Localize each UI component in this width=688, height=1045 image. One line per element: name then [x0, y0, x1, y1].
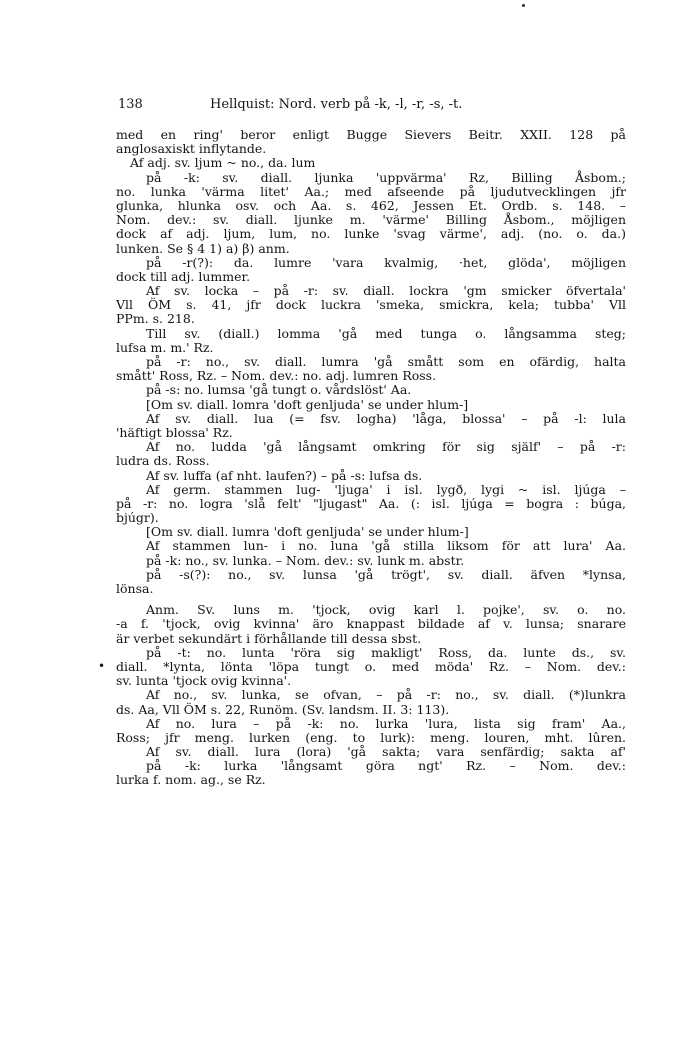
text-line: Af sv. luffa (af nht. laufen?) – på -s: lufsa ds.	[146, 467, 423, 483]
text-line: Af no. ludda 'gå långsamt omkring för sig själf' – på -r:	[146, 439, 626, 455]
text-line: Af sv. locka – på -r: sv. diall. lockra 'gm smicker öfvertala'	[146, 283, 626, 299]
text-line: glunka, hlunka osv. och Aa. s. 462, Jessen Et. Ordb. s. 148. –	[116, 197, 626, 213]
text-line: Nom. dev.: sv. diall. ljunke m. 'värme' Billing Åsbom., möjligen	[116, 212, 626, 228]
text-line: Af sv. diall. lura (lora) 'gå sakta; vara senfärdig; sakta af'	[146, 744, 626, 760]
text-line: Af sv. diall. lua (= fsv. logha) 'låga, blossa' – på -l: lula	[146, 410, 626, 426]
text-line: på -k: no., sv. lunka. – Nom. dev.: sv. lunk m. abstr.	[146, 552, 465, 568]
text-line: Af no. lura – på -k: no. lurka 'lura, lista sig fram' Aa.,	[146, 715, 626, 731]
text-line: på -k: sv. diall. ljunka 'uppvärma' Rz, Billing Åsbom.;	[146, 169, 626, 185]
text-line: [Om sv. diall. lumra 'doft genljuda' se under hlum-]	[146, 524, 469, 540]
text-line: på -s: no. lumsa 'gå tungt o. vårdslöst' Aa.	[146, 382, 412, 398]
text-line: Af no., sv. lunka, se ofvan, – på -r: no., sv. diall. (*)lunkra	[146, 687, 626, 703]
text-line: på -k: lurka 'långsamt göra ngt' Rz. – Nom. dev.:	[146, 758, 626, 774]
text-line: lurka f. nom. ag., se Rz.	[116, 772, 266, 788]
running-title: Hellquist: Nord. verb på -k, -l, -r, -s, -t.	[210, 97, 463, 112]
text-line: lufsa m. m.' Rz.	[116, 339, 214, 355]
text-line: dock af adj. ljum, lum, no. lunke 'svag värme', adj. (no. o. da.)	[116, 226, 626, 242]
page-header	[118, 97, 578, 115]
text-line: no. lunka 'värma litet' Aa.; med afseende på ljudutvecklingen jfr	[116, 183, 626, 199]
text-line: på -r(?): da. lumre 'vara kvalmig, ·het, glöda', möjligen	[146, 254, 626, 270]
text-line: på -s(?): no., sv. lunsa 'gå trögt', sv. diall. äfven *lynsa,	[146, 566, 626, 582]
text-line: -a f. 'tjock, ovig kvinna' äro knappast bildade af v. lunsa; snarare	[116, 616, 626, 632]
text-line: lunken. Se § 4 1) a) β) anm.	[116, 240, 290, 256]
text-line: på -r: no. logra 'slå felt' "ljugast" Aa. (: isl. ljúga = bogra : búga,	[116, 495, 626, 511]
text-line: Af adj. sv. ljum ~ no., da. lum	[130, 155, 316, 171]
text-line: smått' Ross, Rz. – Nom. dev.: no. adj. lumren Ross.	[116, 368, 437, 384]
text-line: ds. Aa, Vll ÖM s. 22, Runöm. (Sv. landsm. II. 3: 113).	[116, 701, 450, 717]
print-speck	[522, 4, 525, 7]
margin-dot: •	[98, 659, 106, 673]
text-line: Af germ. stammen lug- 'ljuga' i isl. lygð, lygi ~ isl. ljúga –	[146, 481, 626, 497]
text-line: sv. lunta 'tjock ovig kvinna'.	[116, 673, 292, 689]
text-line: PPm. s. 218.	[116, 311, 195, 327]
text-line: Anm. Sv. luns m. 'tjock, ovig karl l. pojke', sv. o. no.	[146, 602, 626, 618]
text-line: är verbet sekundärt i förhållande till dessa sbst.	[116, 630, 422, 646]
text-line: på -r: no., sv. diall. lumra 'gå smått som en ofärdig, halta	[146, 354, 626, 369]
text-line: Ross; jfr meng. lurken (eng. to lurk): meng. louren, mht. lûren.	[116, 729, 626, 745]
text-line: ludra ds. Ross.	[116, 453, 210, 469]
body-text	[116, 128, 626, 788]
text-line: dock till adj. lummer.	[116, 268, 251, 284]
page-number: 138	[118, 97, 143, 112]
text-line: diall. *lynta, lönta 'löpa tungt o. med möda' Rz. – Nom. dev.:	[116, 658, 626, 674]
text-line: bjúgr).	[116, 510, 159, 526]
text-line: [Om sv. diall. lomra 'doft genljuda' se under hlum-]	[146, 396, 469, 412]
text-line: Till sv. (diall.) lomma 'gå med tunga o. långsamma steg;	[146, 325, 626, 341]
text-line: 'häftigt blossa' Rz.	[116, 424, 233, 440]
text-line: anglosaxiskt inflytande.	[116, 141, 267, 157]
text-line: med en ring' beror enligt Bugge Sievers Beitr. XXII. 128 på	[116, 127, 626, 142]
text-line: Vll ÖM s. 41, jfr dock luckra 'smeka, smickra, kela; tubba' Vll	[116, 297, 626, 313]
text-line: på -t: no. lunta 'röra sig makligt' Ross, da. lunte ds., sv.	[146, 644, 626, 660]
text-line: lönsa.	[116, 581, 154, 596]
text-line: Af stammen lun- i no. luna 'gå stilla liksom för att lura' Aa.	[146, 538, 626, 554]
